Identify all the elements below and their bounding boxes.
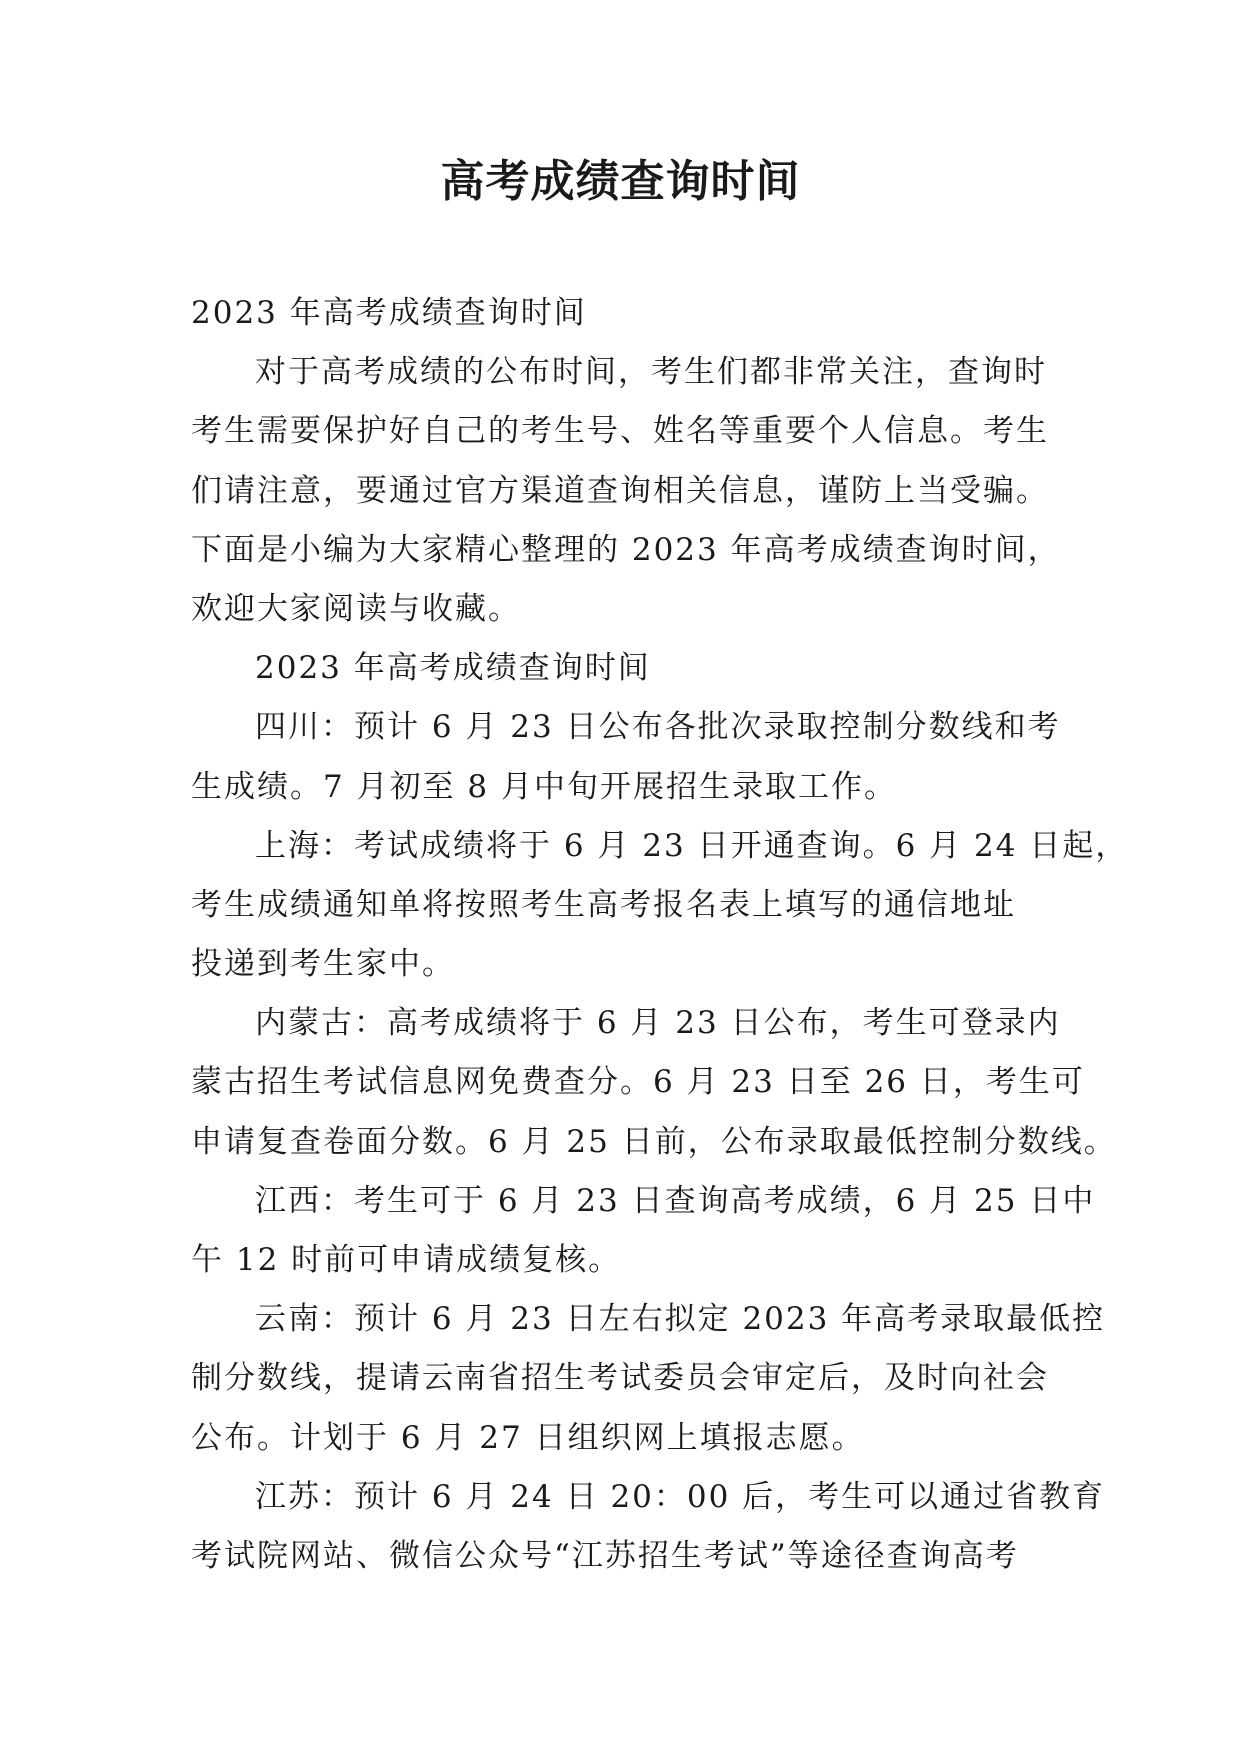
paragraph-line: 四川：预计 6 月 23 日公布各批次录取控制分数线和考	[255, 709, 1061, 746]
paragraph-line: 制分数线，提请云南省招生考试委员会审定后，及时向社会	[191, 1360, 1049, 1397]
paragraph-line: 欢迎大家阅读与收藏。	[191, 590, 521, 627]
paragraph-line: 江西：考生可于 6 月 23 日查询高考成绩，6 月 25 日中	[255, 1182, 1096, 1219]
paragraph-line: 投递到考生家中。	[191, 946, 455, 983]
paragraph-line: 公布。计划于 6 月 27 日组织网上填报志愿。	[191, 1419, 865, 1456]
paragraph-line: 考试院网站、微信公众号“江苏招生考试”等途径查询高考	[191, 1537, 1019, 1574]
paragraph-line: 们请注意，要通过官方渠道查询相关信息，谨防上当受骗。	[191, 472, 1049, 509]
paragraph-line: 2023 年高考成绩查询时间	[191, 295, 587, 331]
paragraph-line: 申请复查卷面分数。6 月 25 日前，公布录取最低控制分数线。	[191, 1123, 1117, 1160]
paragraph-line: 江苏：预计 6 月 24 日 20：00 后，考生可以通过省教育	[255, 1478, 1106, 1515]
paragraph-line: 内蒙古：高考成绩将于 6 月 23 日公布，考生可登录内	[255, 1005, 1061, 1042]
document-body	[191, 284, 1129, 1586]
paragraph-line: 上海：考试成绩将于 6 月 23 日开通查询。6 月 24 日起，	[255, 827, 1129, 864]
paragraph-line: 蒙古招生考试信息网免费查分。6 月 23 日至 26 日，考生可	[191, 1064, 1085, 1101]
paragraph-line: 云南：预计 6 月 23 日左右拟定 2023 年高考录取最低控	[255, 1301, 1106, 1338]
paragraph-line: 考生成绩通知单将按照考生高考报名表上填写的通信地址	[191, 886, 1016, 923]
paragraph-line: 2023 年高考成绩查询时间	[255, 650, 651, 687]
paragraph-line: 下面是小编为大家精心整理的 2023 年高考成绩查询时间，	[191, 531, 1061, 568]
paragraph-line: 对于高考成绩的公布时间，考生们都非常关注，查询时	[255, 354, 1047, 391]
paragraph-line: 生成绩。7 月初至 8 月中旬开展招生录取工作。	[191, 768, 898, 805]
paragraph-line: 午 12 时前可申请成绩复核。	[191, 1242, 622, 1278]
document-title: 高考成绩查询时间	[440, 156, 801, 207]
paragraph-line: 考生需要保护好自己的考生号、姓名等重要个人信息。考生	[191, 413, 1049, 450]
